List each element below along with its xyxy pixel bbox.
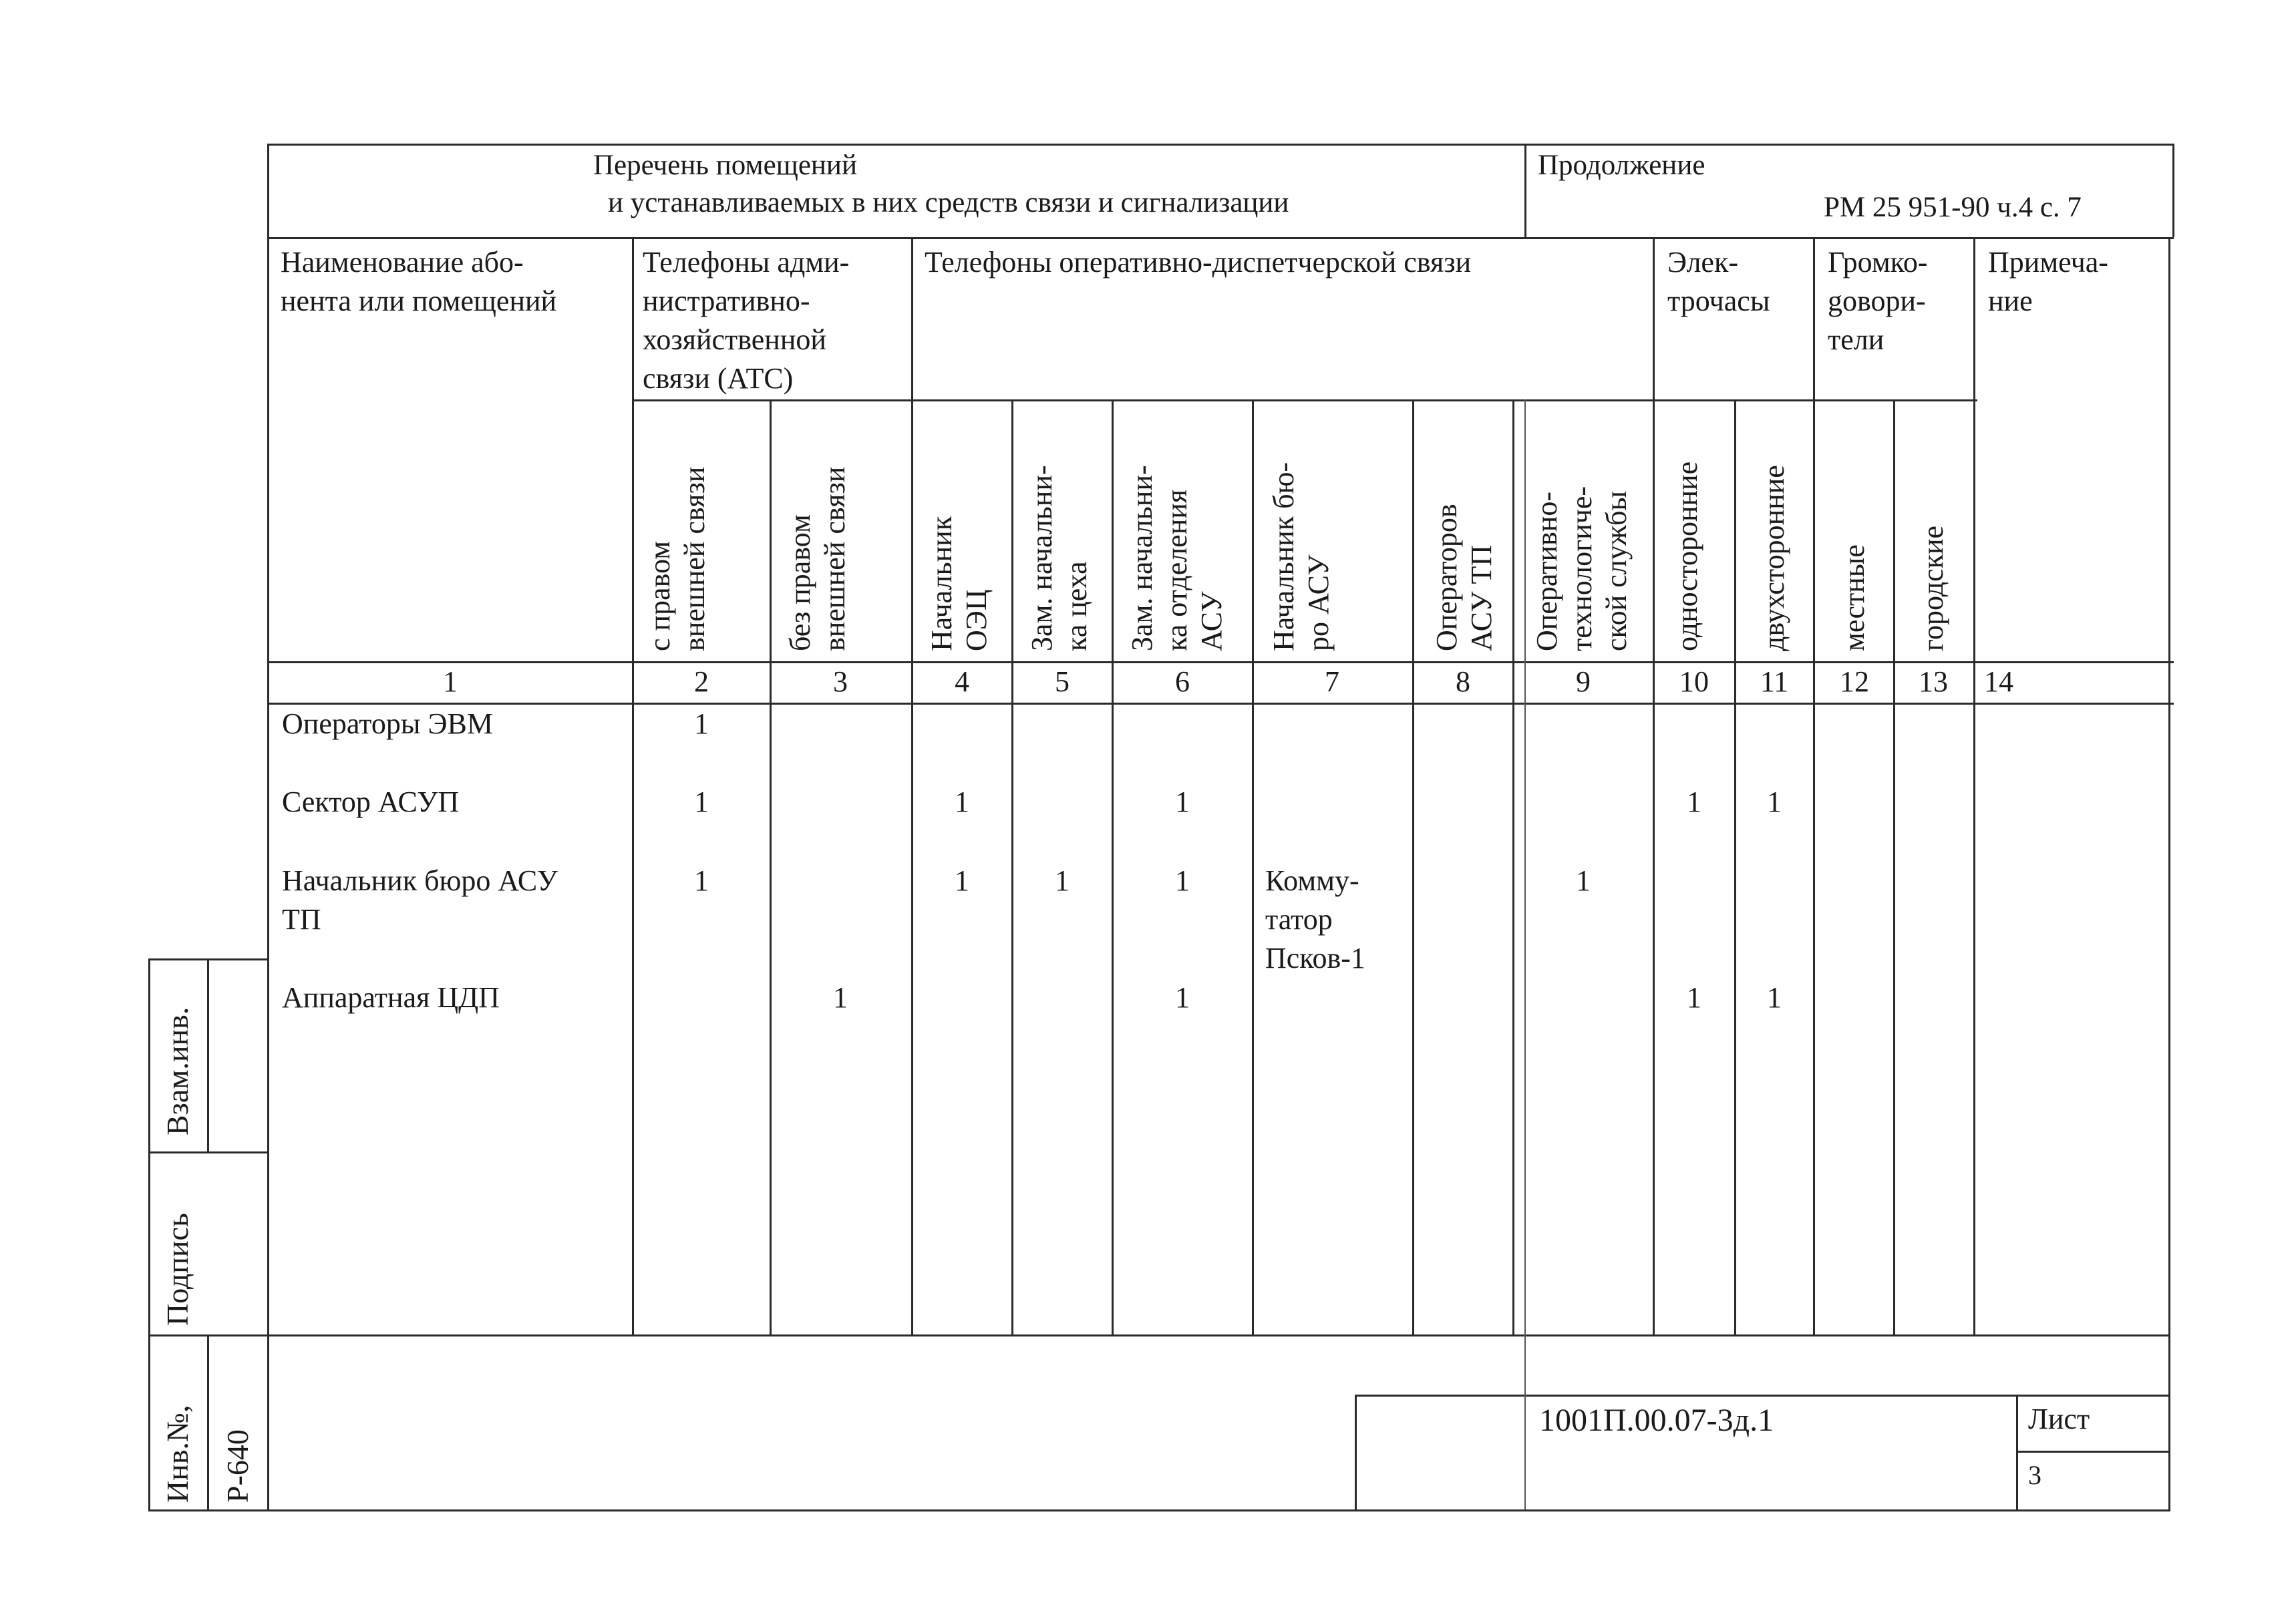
table-cell: Комму- татор Псков-1 [1265,864,1365,974]
table-cell: 1 [694,707,709,740]
stamp-signature-label: Подпись [160,1213,194,1326]
table-cell: 1 [1767,981,1782,1014]
table-cell: 1 [1175,981,1190,1014]
column-number: 7 [1325,665,1339,698]
column-number: 11 [1760,665,1789,698]
table-cell: 1 [1687,785,1701,818]
stamp-inventory-label: Инв.№, [160,1405,194,1503]
sheet-number: 3 [2028,1460,2041,1490]
table-cell: 1 [694,785,709,818]
subcolumn-header-10: односторонние [1671,461,1703,651]
column-number: 4 [955,665,969,698]
subcolumn-header-12: местные [1838,544,1870,651]
table-cell: 1 [694,864,709,897]
table-cell: 1 [1175,864,1190,897]
column-number: 1 [443,665,458,698]
subcolumn-header-5: Зам. начальни- ка цеха [1025,465,1093,651]
column-header-clocks: Элек- трочасы [1667,246,1770,317]
column-number: 14 [1984,665,2013,698]
row-name: Сектор АСУП [282,785,460,818]
subcolumn-header-11: двухсторонние [1758,465,1790,651]
table-cell: 1 [1175,785,1190,818]
column-header-notes: Примеча- ние [1988,246,2108,317]
column-header-dispatch: Телефоны оперативно-диспетчерской связи [925,246,1472,279]
table-cell: 1 [1687,981,1701,1014]
continuation-label: Продолжение [1538,150,1705,181]
subcolumn-header-8: Операторов АСУ ТП [1430,504,1498,651]
subcolumn-header-2: с правом внешней связи [643,466,711,651]
table-cell: 1 [1767,785,1782,818]
column-number: 3 [833,665,848,698]
list-subtitle: и устанавливаемых в них средств связи и сигнализации [608,187,1289,218]
column-header-name: Наименование або- нента или помещений [281,246,557,317]
subcolumn-header-3: без правом внешней связи [784,466,851,651]
subcolumn-header-6: Зам. начальни- ка отделения АСУ [1126,465,1228,651]
subcolumn-header-4: Начальник ОЭЦ [925,516,993,651]
row-name: Аппаратная ЦДП [282,981,500,1014]
sheet-label: Лист [2028,1403,2090,1435]
table-cell: 1 [955,785,969,818]
table-cell: 1 [1576,864,1591,897]
column-number: 8 [1456,665,1470,698]
column-number: 6 [1175,665,1190,698]
stamp-inventory-value: Р-640 [220,1429,255,1503]
column-number: 10 [1679,665,1709,698]
table-cell: 1 [833,981,848,1014]
row-name: Операторы ЭВМ [282,707,493,740]
list-title: Перечень помещений [593,150,857,181]
table-cell: 1 [955,864,969,897]
subcolumn-header-7: Начальник бю- ро АСУ [1267,462,1335,651]
column-number: 9 [1576,665,1591,698]
column-number: 2 [694,665,709,698]
table-cell: 1 [1055,864,1070,897]
column-number: 12 [1840,665,1869,698]
subcolumn-header-9: Оперативно- технологиче- ской службы [1530,486,1633,651]
subcolumn-header-13: городские [1917,525,1949,651]
row-name: Начальник бюро АСУ ТП [282,864,558,936]
column-header-speakers: Громко- gовори- тели [1828,246,1928,356]
document-code: 1001П.00.07-3д.1 [1539,1403,1774,1438]
document-reference: РМ 25 951-90 ч.4 с. 7 [1824,192,2082,223]
stamp-vzam-label: Взам.инв. [160,1007,194,1135]
column-number: 5 [1055,665,1070,698]
column-number: 13 [1919,665,1948,698]
column-header-ats: Телефоны адми- нистративно- хозяйственной связи (АТС) [643,246,850,395]
